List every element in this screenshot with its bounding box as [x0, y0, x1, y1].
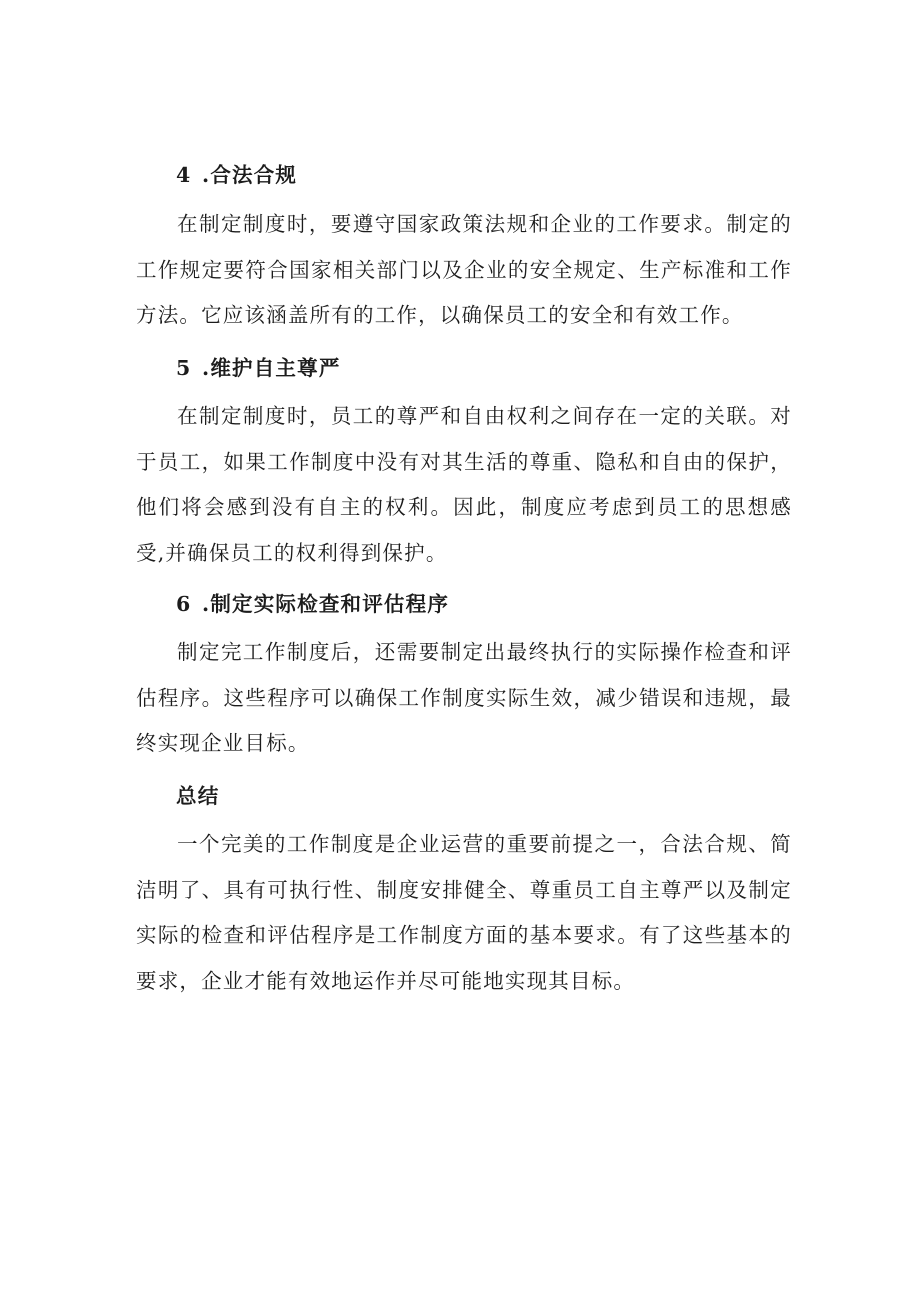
section-heading-5	[176, 351, 341, 381]
section-paragraph-4: 在制定制度时，要遵守国家政策法规和企业的工作要求。制定的工作规定要符合国家相关部门以及企业的安全规定、生产标准和工作方法。它应该涵盖所有的工作，以确保员工的安全和有效工作。	[136, 212, 792, 327]
section-paragraph-6: 制定完工作制度后，还需要制定出最终执行的实际操作检查和评估程序。这些程序可以确保工作制度实际生效，减少错误和违规，最终实现企业目标。	[136, 640, 792, 755]
section-title: .合法合规	[202, 163, 298, 187]
section-number: 6	[176, 592, 192, 616]
section-heading-6	[176, 587, 449, 617]
summary-heading: 总结	[176, 784, 220, 808]
section-heading-4	[176, 158, 297, 188]
section-paragraph-5: 在制定制度时，员工的尊严和自由权利之间存在一定的关联。对于员工，如果工作制度中没有对其生活的尊重、隐私和自由的保护，他们将会感到没有自主的权利。因此，制度应考虑到员工的思想感受,并确保员工的权利得到保护。	[136, 404, 792, 565]
section-title: .制定实际检查和评估程序	[202, 592, 450, 616]
section-title: .维护自主尊严	[202, 356, 341, 380]
summary-paragraph: 一个完美的工作制度是企业运营的重要前提之一，合法合规、简洁明了、具有可执行性、制度安排健全、尊重员工自主尊严以及制定实际的检查和评估程序是工作制度方面的基本要求。有了这些基本的要求，企业才能有效地运作并尽可能地实现其目标。	[136, 832, 792, 993]
section-number: 4	[176, 163, 192, 187]
section-number: 5	[176, 356, 192, 380]
